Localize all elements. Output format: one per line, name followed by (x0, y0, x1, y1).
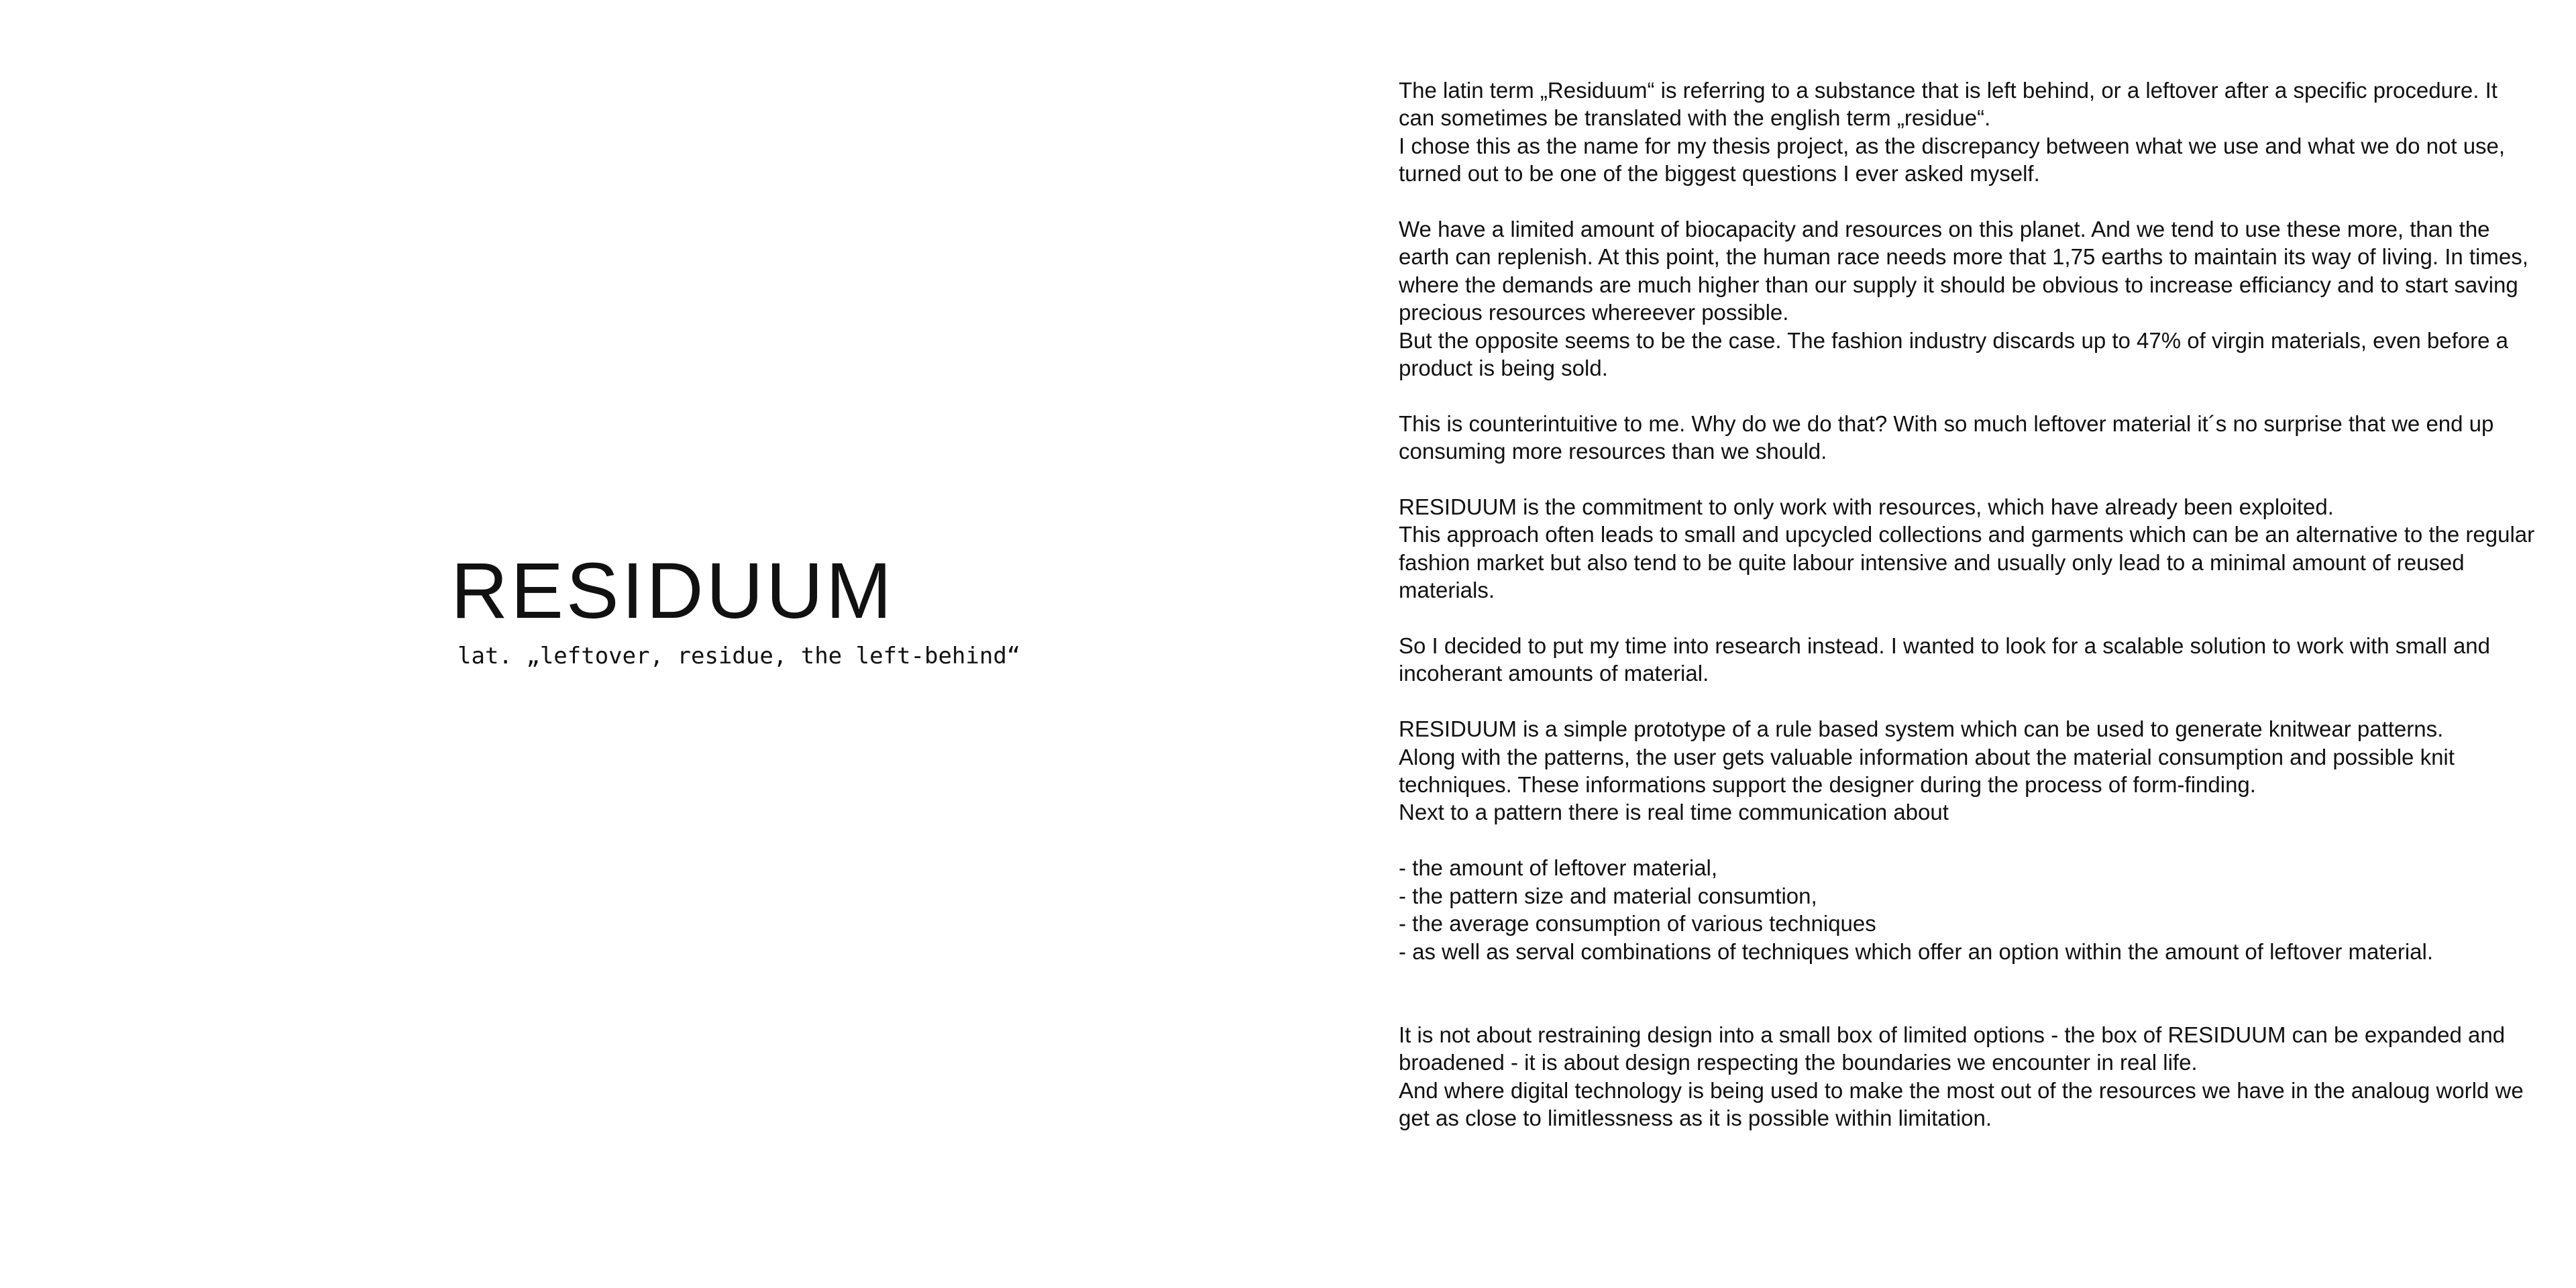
list-item: - the amount of leftover material, (1399, 855, 1718, 881)
paragraph-4 (1399, 493, 2539, 604)
paragraph-2 (1399, 215, 2539, 382)
text-line: We have a limited amount of biocapacity and resources on this planet. And we tend to use these more, than the earth can replenish. At this point, the human race needs more that 1,75 earths to maintain its way of living. In times, where the demands are much higher than our supply it should be obvious to increase efficiancy and to start saving precious resources whereever possible. (1399, 217, 2528, 325)
text-line: RESIDUUM is the commitment to only work with resources, which have already been exploited. (1399, 494, 2334, 520)
text-line: So I decided to put my time into research instead. I wanted to look for a scalable solution to work with small and incoherant amounts of material. (1399, 633, 2491, 686)
text-line: The latin term „Residuum“ is referring to a substance that is left behind, or a leftover after a specific procedure. It can sometimes be translated with the english term „residue“. (1399, 78, 2498, 131)
page-title: RESIDUUM (451, 547, 895, 635)
page-subtitle: lat. „leftover, residue, the left-behind“ (458, 643, 1021, 669)
list-item: - as well as serval combinations of techniques which offer an option within the amount of leftover material. (1399, 938, 2434, 964)
text-line: And where digital technology is being used to make the most out of the resources we have in the analoug world we get as close to limitlessness as it is possible within limitation. (1399, 1077, 2524, 1130)
body-text (1399, 76, 2539, 1160)
text-line: This is counterintuitive to me. Why do we do that? With so much leftover material it´s no surprise that we end up consuming more resources than we should. (1399, 411, 2494, 464)
info-list (1399, 854, 2539, 965)
list-item: - the pattern size and material consumtion, (1399, 883, 1817, 908)
paragraph-1 (1399, 76, 2539, 188)
text-line: RESIDUUM is a simple prototype of a rule based system which can be used to generate knitwear patterns. (1399, 716, 2444, 742)
text-line: It is not about restraining design into a small box of limited options - the box of RESIDUUM can be expanded and broadened - it is about design respecting the boundaries we encounter in real life. (1399, 1022, 2506, 1075)
paragraph-6 (1399, 715, 2539, 826)
title-block (451, 547, 1021, 669)
paragraph-5 (1399, 632, 2539, 688)
paragraph-7 (1399, 1021, 2539, 1132)
text-line: This approach often leads to small and upcycled collections and garments which can be an alternative to the regular fashion market but also tend to be quite labour intensive and usually only lead to a minimal amount of reused materials. (1399, 522, 2535, 603)
paragraph-3 (1399, 410, 2539, 466)
list-item: - the average consumption of various techniques (1399, 911, 1876, 936)
text-line: Next to a pattern there is real time communication about (1399, 800, 1949, 825)
text-line: But the opposite seems to be the case. The fashion industry discards up to 47% of virgin materials, even before a product is being sold. (1399, 327, 2508, 381)
text-line: Along with the patterns, the user gets valuable information about the material consumption and possible knit techniques. These informations support the designer during the process of form-finding. (1399, 744, 2455, 798)
text-line: I chose this as the name for my thesis project, as the discrepancy between what we use and what we do not use, turned out to be one of the biggest questions I ever asked myself. (1399, 133, 2506, 186)
